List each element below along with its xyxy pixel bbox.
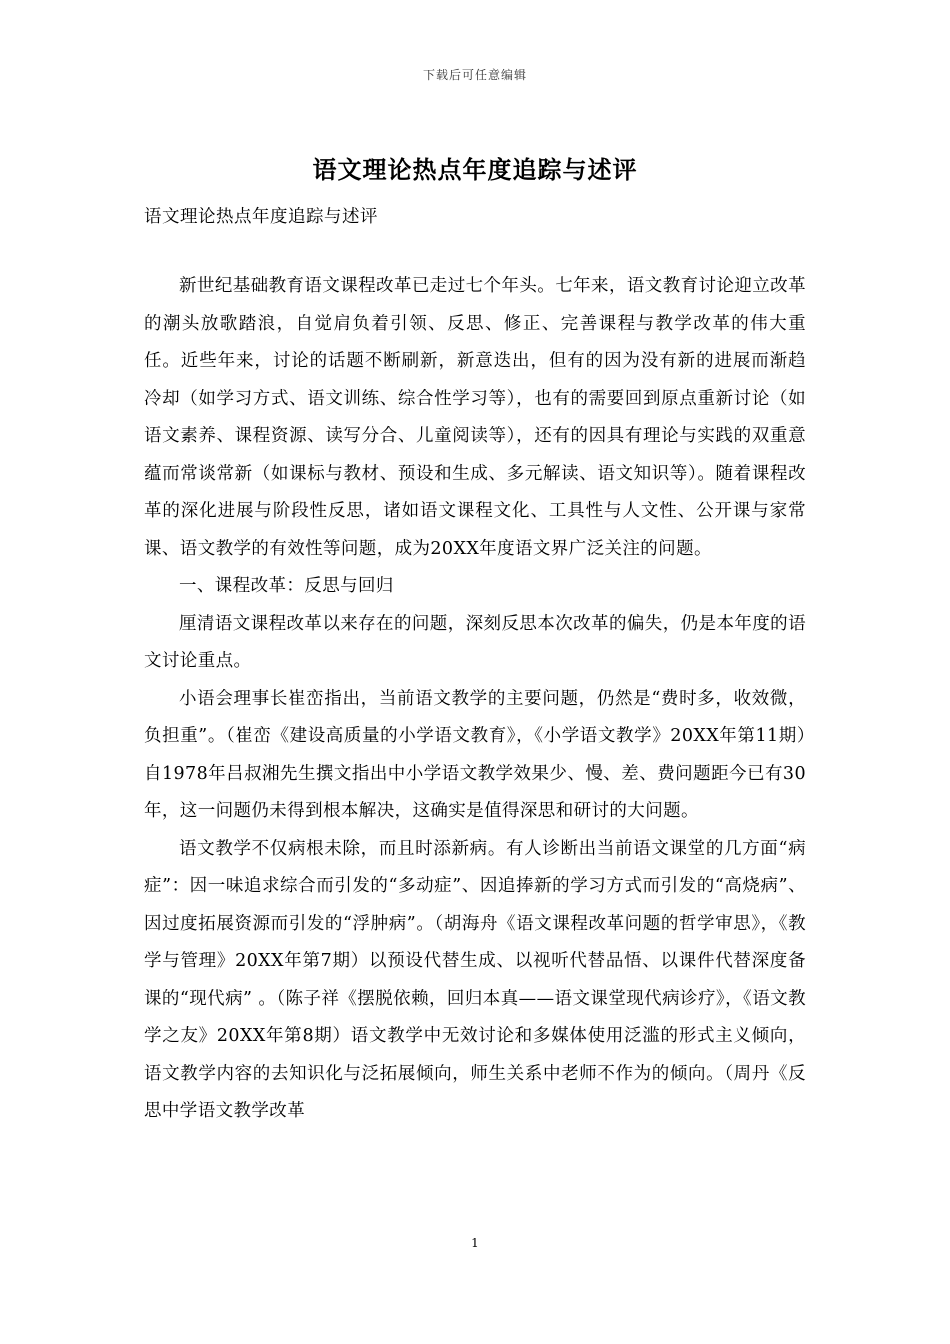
page-number: 1 (471, 1236, 479, 1250)
paragraph-intro: 新世纪基础教育语文课程改革已走过七个年头。七年来，语文教育讨论迎立改革的潮头放歌踏浪，自觉肩负着引领、反思、修正、完善课程与教学改革的伟大重任。近些年来，讨论的话题不断刷新，新意迭出，但有的因为没有新的进展而渐趋冷却（如学习方式、语文训练、综合性学习等），也有的需要回到原点重新讨论（如语文素养、课程资源、读写分合、儿童阅读等），还有的因具有理论与实践的双重意蕴而常谈常新（如课标与教材、预设和生成、多元解读、语文知识等）。随着课程改革的深化进展与阶段性反思，诸如语文课程文化、工具性与人文性、公开课与家常课、语文教学的有效性等问题，成为20XX年度语文界广泛关注的问题。 (144, 276, 806, 559)
paragraph: 小语会理事长崔峦指出，当前语文教学的主要问题，仍然是“费时多，收效微，负担重”。（崔峦《建设高质量的小学语文教育》，《小学语文教学》20XX年第11期）自1978年吕叔湘先生撰文指出中小学语文教学效果少、慢、差、费问题距今已有30年，这一问题仍未得到根本解决，这确实是值得深思和研讨的大问题。 (144, 688, 806, 821)
document-subtitle: 语文理论热点年度追踪与述评 (144, 207, 378, 227)
header-note: 下载后可任意编辑 (422, 68, 527, 82)
paragraph: 厘清语文课程改革以来存在的问题，深刻反思本次改革的偏失，仍是本年度的语文讨论重点。 (144, 613, 806, 671)
document-body (144, 268, 806, 1131)
paragraph: 语文教学不仅病根未除，而且时添新病。有人诊断出当前语文课堂的几方面“病症”：因一味追求综合而引发的“多动症”、因追捧新的学习方式而引发的“高烧病”、因过度拓展资源而引发的“浮肿病”。（胡海舟《语文课程改革问题的哲学审思》，《教学与管理》20XX年第7期）以预设代替生成、以视听代替品悟、以课件代替深度备课的“现代病” 。（陈子祥《摆脱依赖，回归本真——语文课堂现代病诊疗》，《语文教学之友》20XX年第8期）语文教学中无效讨论和多媒体使用泛滥的形式主义倾向，语文教学内容的去知识化与泛拓展倾向，师生关系中老师不作为的倾向。（周丹《反思中学语文教学改革 (144, 838, 806, 1121)
document-title: 语文理论热点年度追踪与述评 (312, 155, 638, 184)
section-heading: 一、课程改革：反思与回归 (179, 576, 394, 596)
